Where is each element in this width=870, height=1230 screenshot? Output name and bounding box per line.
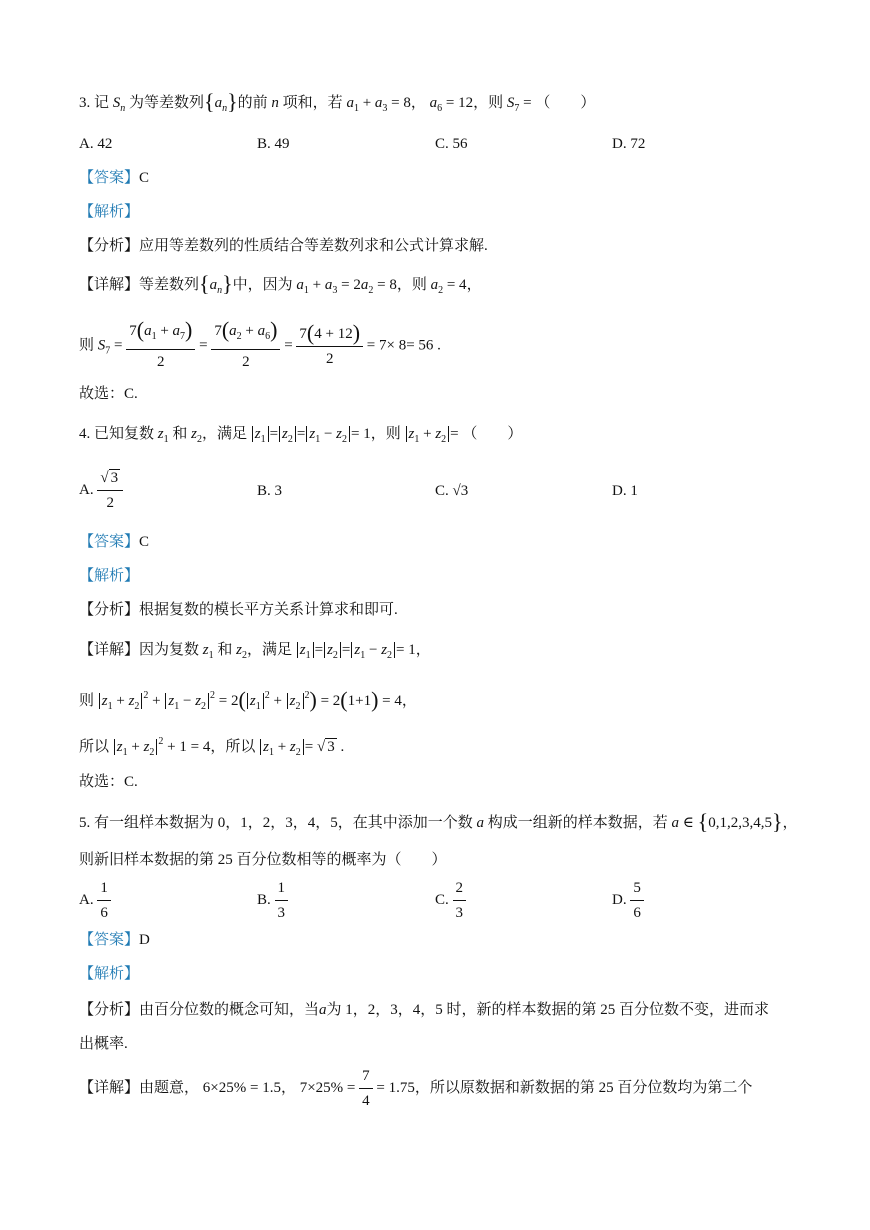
q3-option-b[interactable]: B. 49 bbox=[257, 136, 290, 152]
q5-fenxi: 【分析】由百分位数的概念可知，当a为 1，2，3，4，5 时，新的样本数据的第 25 百分位数不变，进而求 bbox=[79, 1002, 770, 1018]
q4-detail-line2: 则 $z_1 + z_2^2 + z_1 - z_2^2 = 2$( $z_1^2 + z_2^2) = 2(1+1) = 4$， bbox=[79, 687, 417, 712]
q4-option-d[interactable]: D. 1 bbox=[612, 483, 638, 499]
q5-option-d[interactable]: D. $\frac{5}{6}$ bbox=[612, 878, 644, 923]
q4-answer: 【答案】C bbox=[79, 534, 150, 550]
q4-option-a[interactable]: A. $\frac{√ 3}{2}$ bbox=[79, 468, 123, 513]
q3-analysis-heading: 【解析】 bbox=[79, 204, 140, 220]
q5-answer: 【答案】D bbox=[79, 932, 150, 948]
q3-answer: 【答案】C bbox=[79, 170, 150, 186]
q5-stem-line2: 则新旧样本数据的第 25 百分位数相等的概率为（ ） bbox=[79, 852, 447, 868]
q5-analysis-heading: 【解析】 bbox=[79, 966, 140, 982]
q5-option-c[interactable]: C. $\frac{2}{3}$ bbox=[435, 878, 466, 923]
q5-detail: 【详解】由题意， 6×25% = 1.5， 7×25% = $\frac{7}{4}$ = 1.75，所以原数据和新数据的第 25 百分位数均为第二个 bbox=[79, 1068, 753, 1109]
q4-stem: 4. 已知复数 $z_1$ 和 $z_2$，满足 $z_1 = z_2 = z_1 - z_2 = 1$，则 $z_1 + z_2$ = （ ） bbox=[79, 426, 523, 445]
q5-option-a[interactable]: A. $\frac{1}{6}$ bbox=[79, 878, 111, 923]
q4-detail-line3: 所以 $z_1 + z_2^2 + 1 = 4$，所以 $z_1 + z_2$ = √ 3 . bbox=[79, 736, 345, 758]
q4-detail: 【详解】因为复数 $z_1$ 和 $z_2$，满足 $z_1 = z_2 = z_1 - z_2 = 1$， bbox=[79, 642, 431, 661]
q3-detail: 【详解】等差数列$\{a_n\}$中，因为 $a_1 + a_3 = 2a_2 = 8$，则 $a_2 = 4$， bbox=[79, 271, 482, 296]
q3-stem: 3. 记 $S_n$ 为等差数列$\{a_n\}$的前 n 项和，若 $a_1 + a_3 = 8$， $a_6 = 12$，则 $S_7$ = （ ） bbox=[79, 89, 596, 114]
q5-option-b[interactable]: B. $\frac{1}{3}$ bbox=[257, 878, 288, 923]
q5-fenxi-line2: 出概率. bbox=[79, 1036, 128, 1052]
q3-conclusion: 故选：C. bbox=[79, 386, 138, 402]
q4-conclusion: 故选：C. bbox=[79, 774, 138, 790]
q4-fenxi: 【分析】根据复数的模长平方关系计算求和即可. bbox=[79, 602, 398, 618]
q5-stem: 5. 有一组样本数据为 0，1，2，3，4，5，在其中添加一个数 a 构成一组新的样本数据，若 a ∈ {0,1,2,3,4,5}， bbox=[79, 809, 798, 834]
q3-sum-calc: 则 $S_7$ = $\frac{7(a_1 + a_7)}{2}$ = $\frac{7(a_2 + a_6)}{2}$ = $\frac{7(4 + 12)}{2}$ = 7× 8= 56 . bbox=[79, 317, 441, 370]
q3-option-d[interactable]: D. 72 bbox=[612, 136, 646, 152]
q4-option-c[interactable]: C. √3 bbox=[435, 483, 469, 499]
q3-option-a[interactable]: A. 42 bbox=[79, 136, 113, 152]
q3-fenxi: 【分析】应用等差数列的性质结合等差数列求和公式计算求解. bbox=[79, 238, 488, 254]
q4-option-b[interactable]: B. 3 bbox=[257, 483, 283, 499]
q3-option-c[interactable]: C. 56 bbox=[435, 136, 468, 152]
q4-analysis-heading: 【解析】 bbox=[79, 568, 140, 584]
